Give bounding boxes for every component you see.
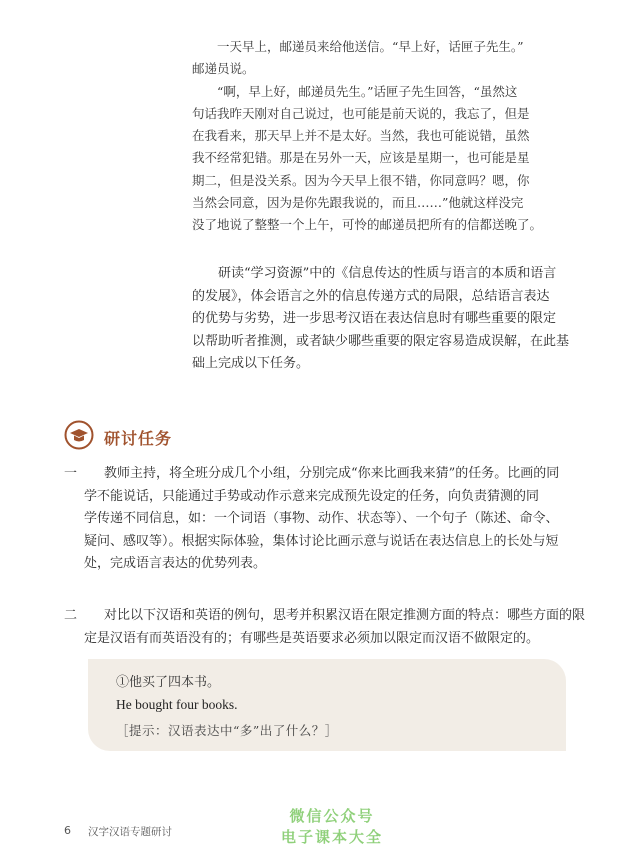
story-paragraph-2 <box>192 81 572 237</box>
story-line: 没了地说了整整一个上午，可怜的邮递员把所有的信都送晚了。 <box>192 217 543 233</box>
story-line: 邮递员说。 <box>192 61 255 77</box>
book-title: 汉字汉语专题研讨 <box>88 826 172 838</box>
example-chinese: ①他买了四本书。 <box>116 675 221 690</box>
story-excerpt <box>192 36 572 237</box>
watermark <box>262 806 402 848</box>
task-line: 学传递不同信息，如：一个词语（事物、动作、状态等）、一个句子（陈述、命令、 <box>84 511 559 527</box>
task-line: 学不能说话，只能通过手势或动作示意来完成预先设定的任务，向负责猜测的同 <box>84 488 540 504</box>
example-hint: ［提示：汉语表达中“多”出了什么？］ <box>116 723 338 738</box>
story-line: 一天早上，邮递员来给他送信。“早上好，话匣子先生。” <box>217 39 524 54</box>
task-line: 对比以下汉语和英语的例句，思考并积累汉语在限定推测方面的特点：哪些方面的限 <box>104 608 586 623</box>
watermark-line: 微信公众号 <box>289 807 375 825</box>
study-line: 的发展》，体会语言之外的信息传递方式的局限，总结语言表达 <box>192 288 550 304</box>
task-number: 二 <box>64 608 78 623</box>
task-line: 疑问、感叹等）。根据实际体验，集体讨论比画示意与说话在表达信息上的长处与短 <box>84 533 559 549</box>
story-line: 我不经常犯错。那是在另外一天，应该是星期一，也可能是星 <box>192 150 530 166</box>
example-box <box>88 659 566 751</box>
task-line: 教师主持，将全班分成几个小组，分别完成“你来比画我来猜”的任务。比画的同 <box>104 466 560 481</box>
study-paragraph <box>192 263 572 376</box>
study-line: 础上完成以下任务。 <box>192 356 310 371</box>
task-line: 定是汉语有而英语没有的；有哪些是英语要求必须加以限定而汉语不做限定的。 <box>84 630 540 646</box>
study-line: 研读“学习资源”中的《信息传达的性质与语言的本质和语言 <box>218 266 557 281</box>
study-line: 的优势与劣势，进一步思考汉语在表达信息时有哪些重要的限定 <box>192 311 557 326</box>
section-title: 研讨任务 <box>104 428 173 448</box>
section-header <box>64 422 172 452</box>
story-line: 当然会同意，因为是你先跟我说的，而且……”他就这样没完 <box>192 195 524 211</box>
graduation-cap-icon <box>64 420 94 454</box>
watermark-line: 电子课本大全 <box>280 828 383 846</box>
example-english: He bought four books. <box>116 697 238 712</box>
page-number: 6 <box>64 824 71 837</box>
story-paragraph-1 <box>192 36 572 81</box>
study-line: 以帮助听者推测，或者缺少哪些重要的限定容易造成误解，在此基 <box>192 333 570 349</box>
story-line: 在我看来，那天早上并不是太好。当然，我也可能说错，虽然 <box>192 128 530 144</box>
task-line: 处，完成语言表达的优势列表。 <box>84 556 267 572</box>
task-number: 一 <box>64 466 78 481</box>
story-line: 期二，但是没关系。因为今天早上很不错，你同意吗？嗯，你 <box>192 172 530 188</box>
story-line: “啊，早上好，邮递员先生。”话匣子先生回答，“虽然这 <box>217 83 518 99</box>
story-line: 句话我昨天刚对自己说过，也可能是前天说的，我忘了，但是 <box>192 105 530 121</box>
